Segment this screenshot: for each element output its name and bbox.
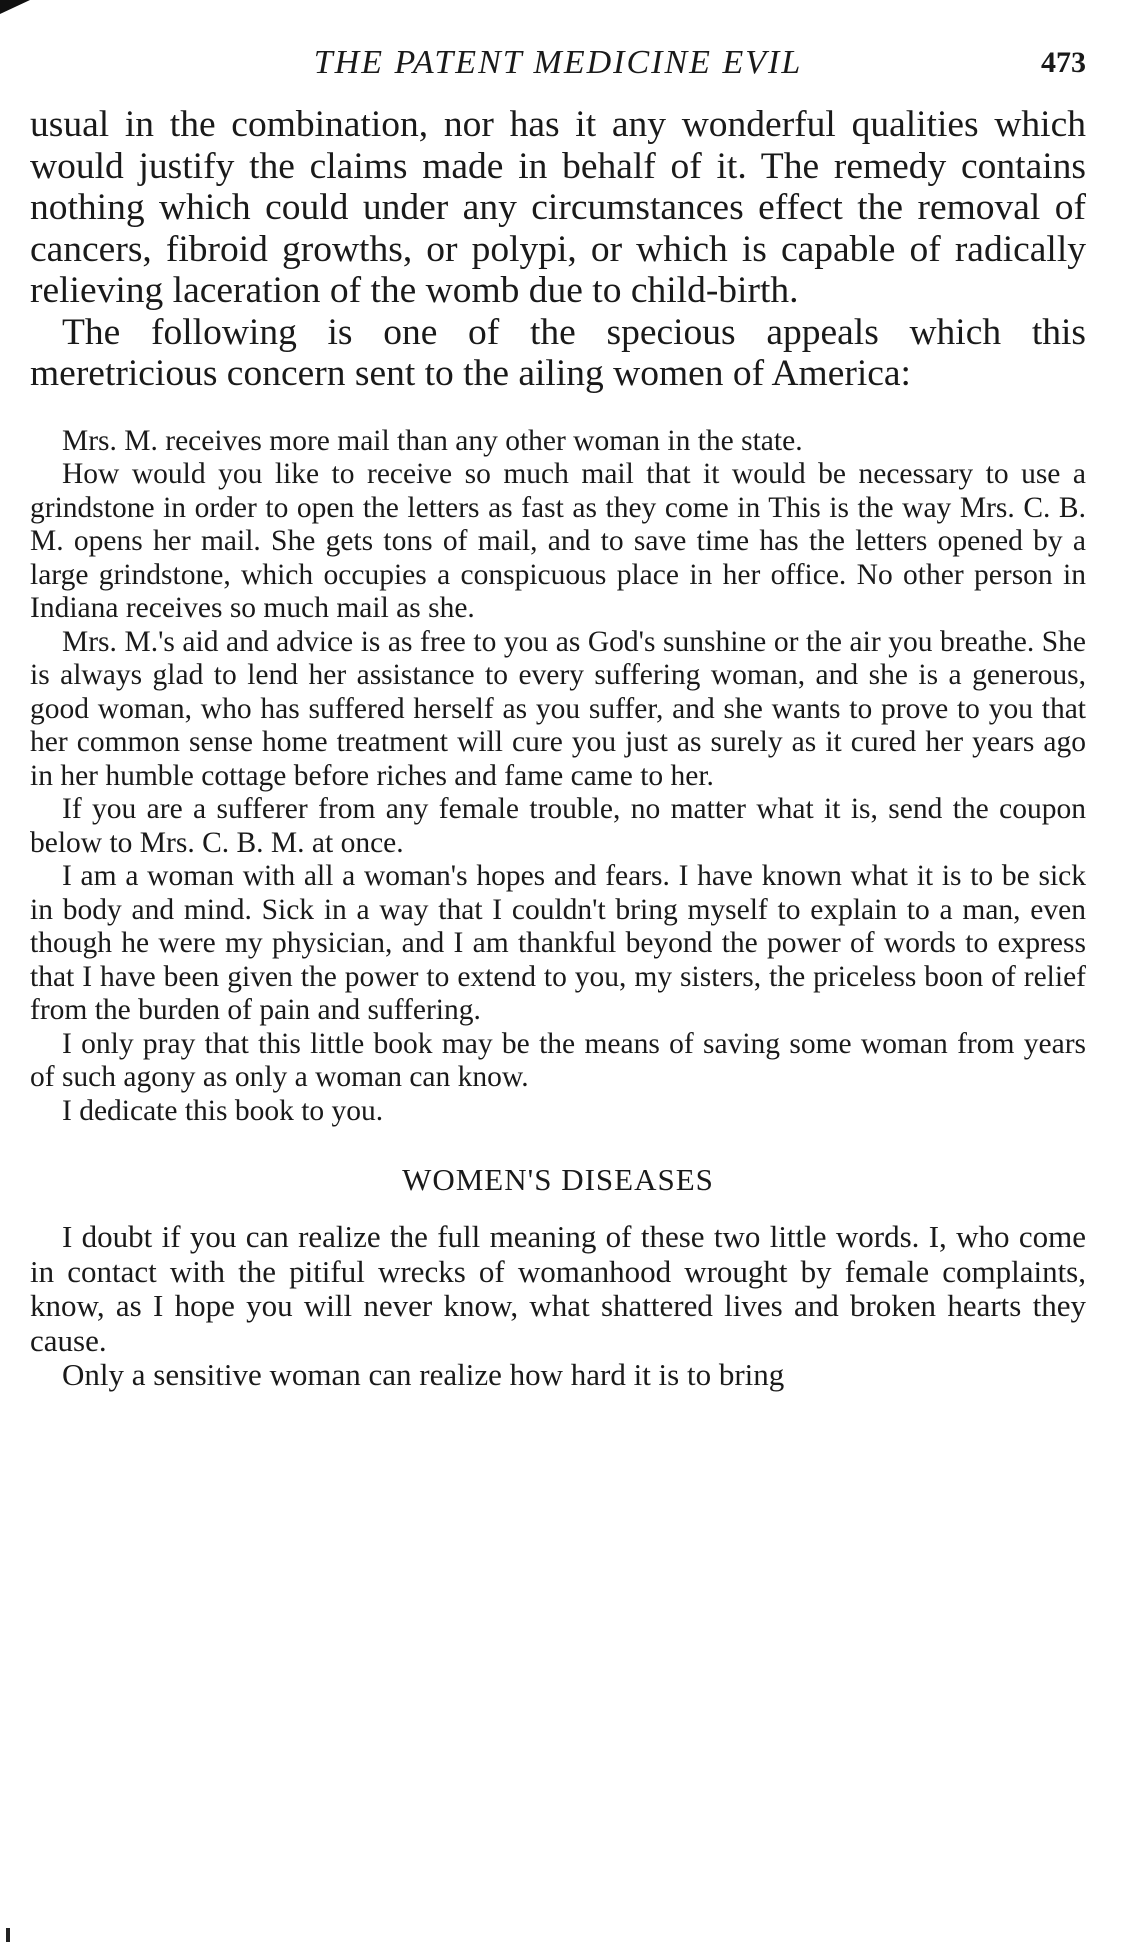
paragraph: usual in the combination, nor has it any wonderful qualities which would justify the claims made in behalf of it. The remedy contains nothing which could under any circumstances effect the removal of cancers, fibroid growths, or polypi, or which is capable of radically relieving laceration of the womb due to child-birth. [30, 104, 1086, 311]
book-page [30, 30, 1086, 1393]
quote-paragraph: Mrs. M.'s aid and advice is as free to you as God's sunshine or the air you breathe. She is always glad to lend her assistance to every suffering woman, and she is a generous, good woman, who has suffered herself as you suffer, and she wants to prove to you that her common sense home treatment will cure you just as surely as it cured her years ago in her humble cottage before riches and fame came to her. [30, 625, 1086, 792]
quote-paragraph: I am a woman with all a woman's hopes and fears. I have known what it is to be sick in body and mind. Sick in a way that I couldn't bring myself to explain to a man, even though he were my physician, and I am thankful beyond the power of words to express that I have been given the power to extend to you, my sisters, the priceless boon of relief from the burden of pain and suffering. [30, 860, 1086, 1026]
page-number: 473 [1041, 46, 1086, 79]
paragraph: Only a sensitive woman can realize how hard it is to bring [62, 1357, 785, 1392]
paragraph: I doubt if you can realize the full meaning of these two little words. I, who come in contact with the pitiful wrecks of womanhood wrought by female complaints, know, as I hope you will never know, what shattered lives and broken hearts they cause. [30, 1219, 1086, 1358]
quoted-advertisement [30, 425, 1086, 1129]
bottom-print-mark [6, 1928, 10, 1942]
body-text [30, 104, 1086, 395]
section-heading: WOMEN'S DISEASES [402, 1162, 714, 1197]
running-title: THE PATENT MEDICINE EVIL [313, 44, 803, 81]
quote-paragraph: If you are a sufferer from any female trouble, no matter what it is, send the coupon below to Mrs. C. B. M. at once. [30, 793, 1086, 859]
paragraph: The following is one of the specious appeals which this meretricious concern sent to the ailing women of America: [30, 311, 1086, 394]
quote-paragraph: Mrs. M. receives more mail than any other woman in the state. [62, 424, 803, 457]
quote-paragraph: I only pray that this little book may be the means of saving some woman from years of such agony as only a woman can know. [30, 1027, 1086, 1093]
quote-paragraph: I dedicate this book to you. [62, 1094, 384, 1127]
body-text-lower [30, 1220, 1086, 1393]
running-head [30, 30, 1086, 90]
quote-paragraph: How would you like to receive so much mail that it would be necessary to use a grindstone in order to open the letters as fast as they come in This is the way Mrs. C. B. M. opens her mail. She gets tons of mail, and to save time has the letters opened by a large grindstone, which occupies a conspicuous place in her office. No other person in Indiana receives so much mail as she. [30, 458, 1086, 624]
corner-print-mark [0, 0, 30, 14]
